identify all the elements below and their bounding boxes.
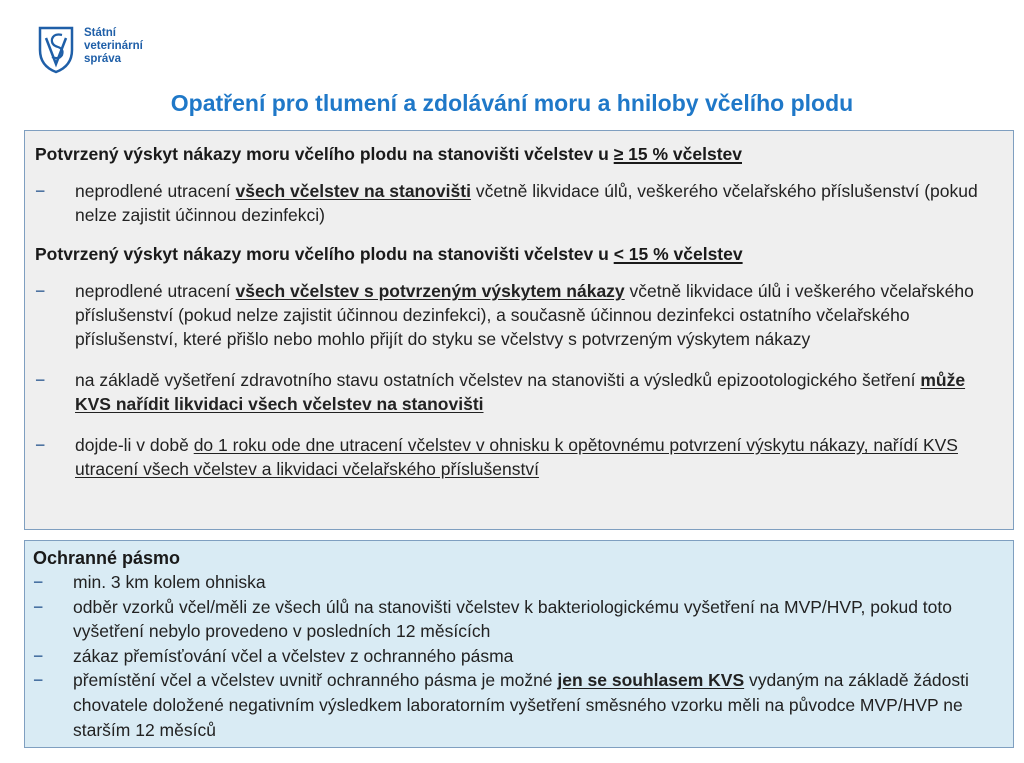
bullet-emphasis: může KVS nařídit likvidaci všech včelstev na stanovišti (75, 370, 966, 414)
logo-line-2: veterinární (84, 40, 143, 52)
protection-zone-box (24, 540, 1014, 748)
bullet-text: na základě vyšetření zdravotního stavu ostatních včelstev na stanovišti a výsledků epizootologického šetření (75, 370, 921, 390)
bullet-emphasis: všech včelstev na stanovišti (235, 181, 471, 201)
heading-under-15 (35, 243, 1003, 265)
list-item (35, 433, 1003, 481)
list-item (35, 279, 1003, 351)
heading-over-15-threshold: ≥ 15 % včelstev (613, 144, 742, 164)
bullet-underlined: do 1 roku ode dne utracení včelstev v ohnisku k opětovnému potvrzení výskytu nákazy, nařídí KVS utracení všech včelstev a likvidaci včelařského příslušenství (75, 435, 958, 479)
list-item (33, 644, 1005, 669)
bullet-text: včetně likvidace úlů, veškerého včelařského příslušenství (pokud nelze zajistit účinnou dezinfekci) (75, 181, 978, 225)
bullet-text: přemístění včel a včelstev uvnitř ochranného pásma je možné (73, 670, 558, 691)
list-item (33, 570, 1005, 595)
dash-bullet-icon: − (35, 435, 46, 455)
logo-line-1: Státní (84, 27, 116, 39)
protection-zone-heading: Ochranné pásmo (33, 548, 181, 568)
svs-emblem-icon (36, 24, 76, 74)
dash-bullet-icon: − (33, 596, 44, 617)
logo-text (84, 27, 143, 66)
dash-bullet-icon: − (33, 645, 44, 666)
dash-bullet-icon: − (35, 370, 46, 390)
bullet-text: odběr vzorků včel/měli ze všech úlů na stanovišti včelstev k bakteriologickému vyšetření na MVP/HVP, pokud toto vyšetření nebylo provedeno v posledních 12 měsících (73, 596, 952, 642)
bullet-emphasis: všech včelstev s potvrzeným výskytem nákazy (235, 281, 625, 301)
list-item (35, 179, 1003, 227)
bullet-text: neprodlené utracení (75, 281, 236, 301)
bullet-text: vydaným na základě žádosti chovatele doložené negativním výsledkem laboratorním vyšetření směsného vzorku měli na původce MVP/HVP ne starším 12 měsíců (73, 670, 969, 740)
list-item (33, 595, 1005, 644)
outbreak-measures-box (24, 130, 1014, 530)
page-title: Opatření pro tlumení a zdolávání moru a hniloby včelího plodu (170, 90, 854, 116)
list-item (33, 668, 1005, 742)
list-item (35, 368, 1003, 416)
bullet-text: min. 3 km kolem ohniska (73, 572, 266, 592)
bullet-text: zákaz přemísťování včel a včelstev z ochranného pásma (73, 645, 514, 666)
bullet-text: neprodlené utracení (75, 181, 236, 201)
dash-bullet-icon: − (33, 670, 44, 691)
dash-bullet-icon: − (35, 281, 46, 301)
bullet-text: včetně likvidace úlů i veškerého včelařského příslušenství (pokud nelze zajistit účinnou dezinfekci), a současně účinnou dezinfekci ostatního včelařského příslušenství, které přišlo nebo mohlo přijít do styku se včelstvy s potvrzeným výskytem nákazy (75, 281, 974, 349)
logo (36, 24, 143, 74)
logo-line-3: správa (84, 53, 122, 65)
bullet-emphasis: jen se souhlasem KVS (557, 670, 745, 691)
bullet-text: dojde-li v době (75, 435, 194, 455)
heading-under-15-text: Potvrzený výskyt nákazy moru včelího plodu na stanovišti včelstev u (35, 244, 614, 264)
dash-bullet-icon: − (35, 181, 46, 201)
heading-over-15 (35, 143, 1003, 165)
heading-under-15-threshold: < 15 % včelstev (613, 244, 743, 264)
dash-bullet-icon: − (33, 572, 44, 592)
heading-over-15-text: Potvrzený výskyt nákazy moru včelího plodu na stanovišti včelstev u (35, 144, 614, 164)
